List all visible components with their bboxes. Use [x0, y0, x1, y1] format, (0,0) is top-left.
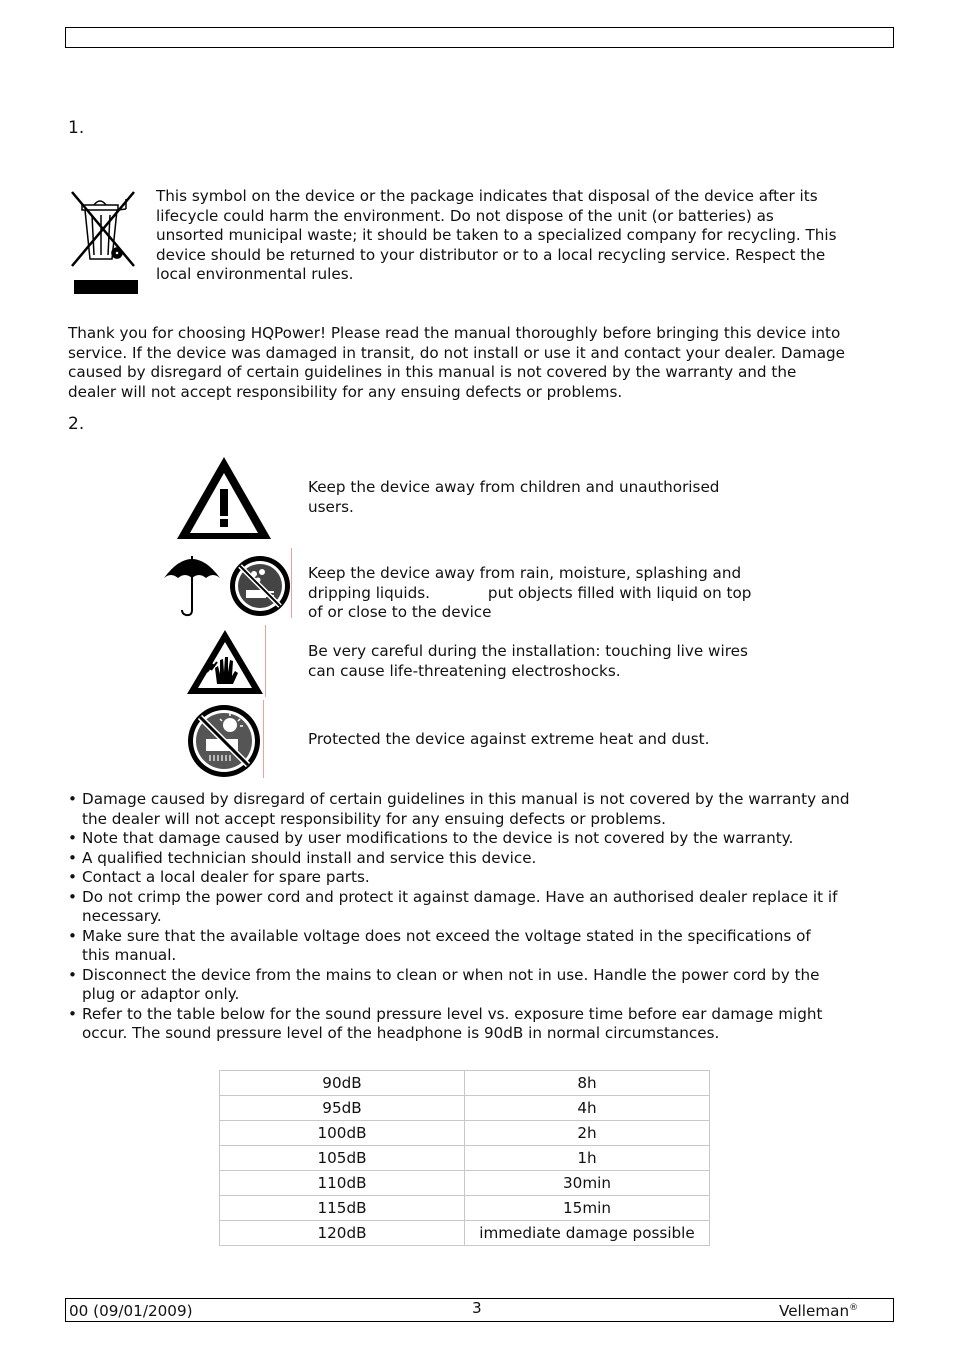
bullet-line: A qualified technician should install and service this device. — [82, 848, 537, 867]
table-cell-level: 100dB — [220, 1121, 465, 1146]
warning-text-moisture — [308, 564, 808, 623]
section-number-2: 2. — [68, 414, 85, 434]
bullet-item — [68, 966, 898, 1005]
table-cell-time: immediate damage possible — [465, 1221, 710, 1246]
safety-bullets — [68, 790, 898, 1044]
registered-mark: ® — [849, 1302, 859, 1313]
bullet-dot: • — [68, 926, 77, 945]
divider-line — [265, 625, 266, 697]
footer-brand-name: Velleman — [779, 1302, 850, 1320]
bullet-dot: • — [68, 790, 77, 808]
weee-bin-icon — [68, 187, 140, 297]
bullet-line: Note that damage caused by user modifications to the device is not covered by the warranty. — [82, 829, 794, 847]
divider-line — [263, 700, 264, 778]
disposal-line: local environmental rules. — [156, 265, 354, 283]
bullet-dot: • — [68, 1004, 77, 1023]
intro-line: dealer will not accept responsibility for any ensuing defects or problems. — [68, 382, 623, 401]
bullet-item — [68, 888, 898, 927]
sound-exposure-table — [219, 1070, 710, 1246]
bullet-item — [68, 1005, 898, 1044]
table-cell-time: 8h — [465, 1071, 710, 1096]
warning-line: of or close to the device — [308, 603, 492, 621]
table-cell-time: 30min — [465, 1171, 710, 1196]
no-heat-dust-icon — [186, 703, 264, 779]
footer-version: 00 (09/01/2009) — [69, 1302, 193, 1320]
disposal-line: lifecycle could harm the environment. Do not dispose of the unit (or batteries) as — [156, 206, 774, 225]
bullet-line: Make sure that the available voltage does not exceed the voltage stated in the specifications of — [82, 926, 811, 945]
disposal-line: This symbol on the device or the package indicates that disposal of the device after its — [156, 187, 818, 205]
intro-paragraph — [68, 324, 898, 402]
table-cell-level: 120dB — [220, 1221, 465, 1246]
table-cell-level: 105dB — [220, 1146, 465, 1171]
bullet-item — [68, 829, 898, 849]
table-row — [220, 1146, 710, 1171]
warning-line: dripping liquids. put objects filled with liquid on top — [308, 583, 752, 602]
divider-line — [291, 548, 292, 618]
electric-shock-icon — [185, 628, 265, 696]
bullet-line: plug or adaptor only. — [82, 985, 240, 1003]
intro-line: Thank you for choosing HQPower! Please read the manual thoroughly before bringing this device into — [68, 324, 841, 342]
disposal-line: unsorted municipal waste; it should be taken to a specialized company for recycling. This — [156, 226, 837, 244]
warning-line: Protected the device against extreme heat and dust. — [308, 730, 710, 748]
bullet-dot: • — [68, 829, 77, 847]
table-cell-level: 95dB — [220, 1096, 465, 1121]
warning-line: Keep the device away from children and unauthorised — [308, 478, 720, 496]
bullet-dot: • — [68, 965, 77, 984]
disposal-text — [156, 187, 896, 285]
bullet-line: Do not crimp the power cord and protect it against damage. Have an authorised dealer replace it if — [82, 887, 838, 906]
table-cell-time: 2h — [465, 1121, 710, 1146]
bullet-line: Disconnect the device from the mains to clean or when not in use. Handle the power cord by the — [82, 965, 820, 984]
warning-text-shock — [308, 642, 808, 681]
bullet-line: Contact a local dealer for spare parts. — [82, 868, 370, 886]
bullet-line: this manual. — [82, 946, 177, 964]
warning-line: Keep the device away from rain, moisture, splashing and — [308, 564, 742, 582]
disposal-line: device should be returned to your distributor or to a local recycling service. Respect the — [156, 245, 826, 264]
table-cell-level: 115dB — [220, 1196, 465, 1221]
footer-page-number: 3 — [472, 1299, 482, 1317]
bullet-dot: • — [68, 868, 77, 886]
bullet-line: necessary. — [82, 907, 162, 925]
table-row — [220, 1171, 710, 1196]
warning-line: can cause life-threatening electroshocks. — [308, 661, 621, 680]
intro-line: caused by disregard of certain guidelines in this manual is not covered by the warranty and the — [68, 363, 797, 381]
no-moisture-icon — [162, 548, 292, 618]
table-row — [220, 1221, 710, 1246]
bullet-item — [68, 790, 898, 829]
table-row — [220, 1071, 710, 1096]
bullet-item — [68, 849, 898, 869]
table-cell-level: 90dB — [220, 1071, 465, 1096]
warning-line: users. — [308, 497, 354, 516]
section-number-1: 1. — [68, 118, 85, 138]
warning-triangle-icon — [175, 455, 273, 541]
warning-text-heat — [308, 730, 808, 750]
bullet-line: occur. The sound pressure level of the headphone is 90dB in normal circumstances. — [82, 1024, 720, 1042]
bullet-item — [68, 927, 898, 966]
table-row — [220, 1096, 710, 1121]
table-cell-level: 110dB — [220, 1171, 465, 1196]
header-box — [65, 27, 894, 48]
warning-line: Be very careful during the installation: touching live wires — [308, 642, 748, 660]
intro-line: service. If the device was damaged in transit, do not install or use it and contact your dealer. Damage — [68, 343, 846, 362]
bullet-line: Damage caused by disregard of certain guidelines in this manual is not covered by the warranty and — [82, 790, 850, 808]
warning-text-children — [308, 478, 788, 517]
bullet-item — [68, 868, 898, 888]
bullet-line: the dealer will not accept responsibility for any ensuing defects or problems. — [82, 809, 666, 828]
bullet-line: Refer to the table below for the sound pressure level vs. exposure time before ear damage might — [82, 1004, 823, 1023]
table-row — [220, 1196, 710, 1221]
table-cell-time: 4h — [465, 1096, 710, 1121]
table-row — [220, 1121, 710, 1146]
footer-brand — [779, 1302, 858, 1320]
bullet-dot: • — [68, 848, 77, 867]
table-cell-time: 1h — [465, 1146, 710, 1171]
bullet-dot: • — [68, 887, 77, 906]
table-cell-time: 15min — [465, 1196, 710, 1221]
